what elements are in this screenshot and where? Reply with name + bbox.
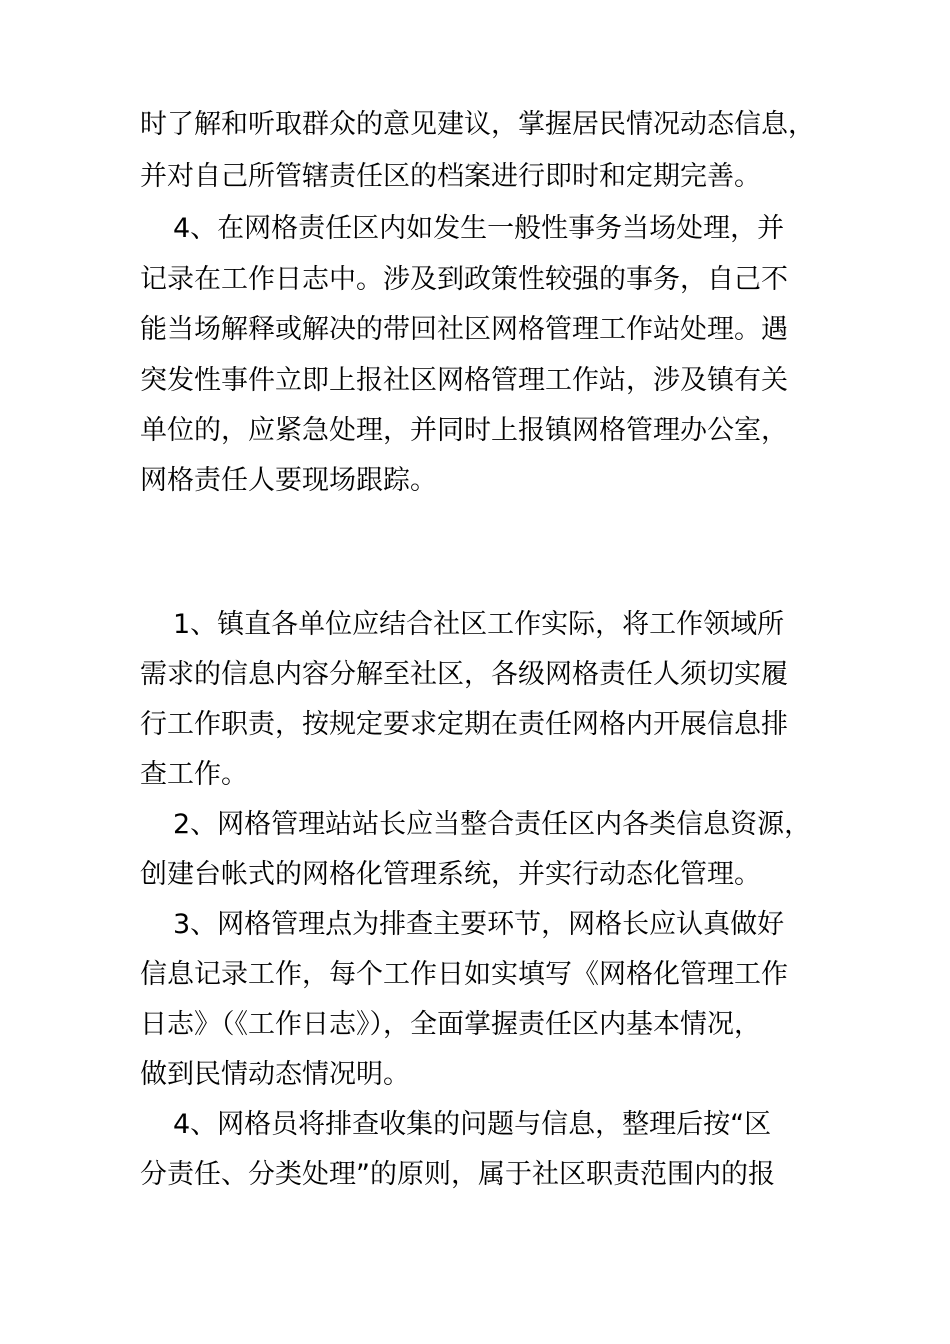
paragraph-start-line: 2、网格管理站站长应当整合责任区内各类信息资源， — [173, 809, 812, 840]
paragraph-start-line: 4、在网格责任区内如发生一般性事务当场处理，并 — [173, 213, 785, 244]
text-line: 网格责任人要现场跟踪。 — [140, 465, 437, 496]
text-line: 需求的信息内容分解至社区，各级网格责任人须切实履 — [140, 659, 788, 690]
text-line: 查工作。 — [140, 759, 248, 790]
paragraph-start-line: 1、镇直各单位应结合社区工作实际，将工作领域所 — [173, 609, 785, 640]
text-line: 突发性事件立即上报社区网格管理工作站，涉及镇有关 — [140, 365, 788, 396]
paragraph-start-line: 4、网格员将排查收集的问题与信息，整理后按“区 — [173, 1109, 772, 1140]
text-line: 并对自己所管辖责任区的档案进行即时和定期完善。 — [140, 161, 761, 192]
text-line: 分责任、分类处理”的原则，属于社区职责范围内的报 — [140, 1159, 775, 1190]
text-line: 信息记录工作，每个工作日如实填写《网格化管理工作 — [140, 959, 788, 990]
text-line: 时了解和听取群众的意见建议，掌握居民情况动态信息， — [140, 109, 815, 140]
text-line: 做到民情动态情况明。 — [140, 1059, 410, 1090]
text-line: 能当场解释或解决的带回社区网格管理工作站处理。遇 — [140, 314, 788, 345]
text-line: 创建台帐式的网格化管理系统，并实行动态化管理。 — [140, 859, 761, 890]
text-line: 日志》（《工作日志》），全面掌握责任区内基本情况， — [140, 1009, 761, 1040]
text-line: 单位的，应紧急处理，并同时上报镇网格管理办公室， — [140, 415, 788, 446]
text-line: 记录在工作日志中。涉及到政策性较强的事务，自己不 — [140, 264, 788, 295]
text-line: 行工作职责，按规定要求定期在责任网格内开展信息排 — [140, 709, 788, 740]
paragraph-start-line: 3、网格管理点为排查主要环节，网格长应认真做好 — [173, 909, 785, 940]
